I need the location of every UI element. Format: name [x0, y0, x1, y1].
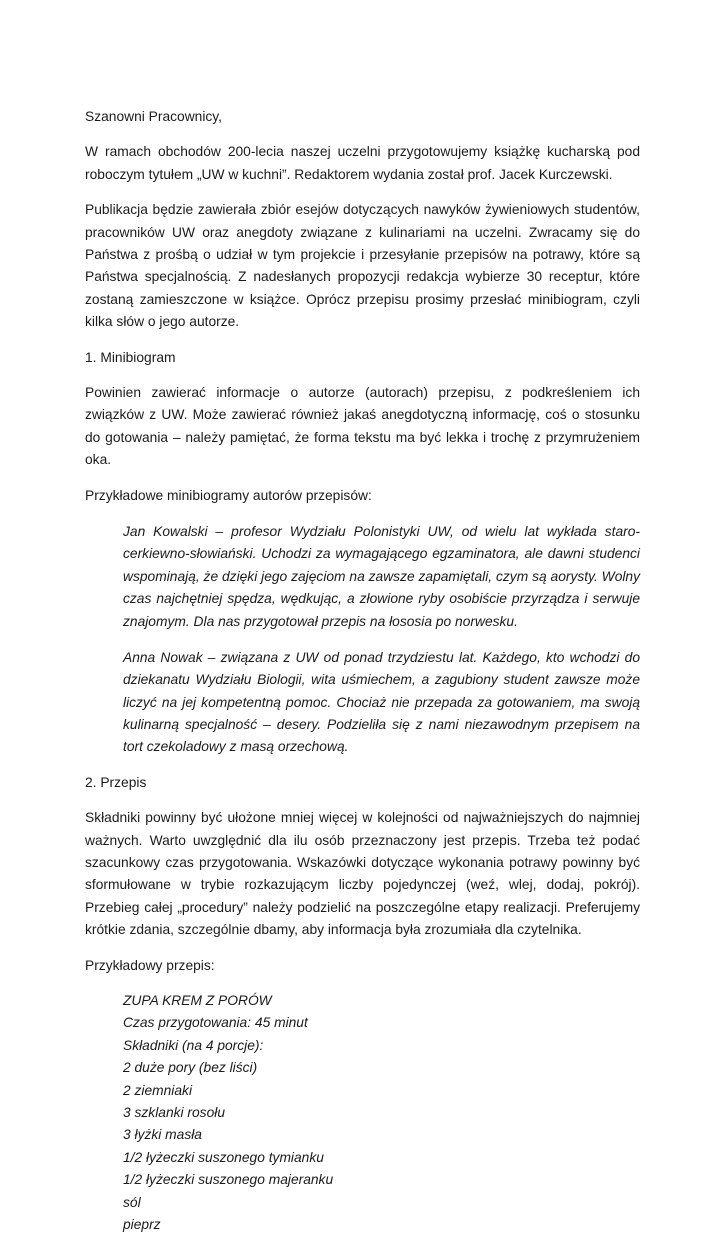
section-2-body: Składniki powinny być ułożone mniej więcej w kolejności od najważniejszych do najmniej ważnych. Warto uwzględnić dla ilu osób przeznaczony jest przepis. Trzeba też podać szacunkowy czas przygotowania. Wskazówki dotyczące wykonania potrawy powinny być sformułowane w trybie rozkazującym liczby pojedynczej (weź, wlej, dodaj, pokrój). Przebieg całej „procedury” należy podzielić na poszczególne etapy realizacji. Preferujemy krótkie zdania, szczególnie dbamy, aby informacja była zrozumiała dla czytelnika.: [85, 810, 640, 938]
recipe-ingredient: 2 duże pory (bez liści): [123, 1060, 258, 1076]
examples-intro: Przykładowe minibiogramy autorów przepisów:: [85, 487, 372, 503]
recipe-title: ZUPA KREM Z PORÓW: [123, 993, 272, 1008]
recipe-ingredient: sól: [123, 1194, 141, 1210]
recipe-ingredient: 3 szklanki rosołu: [123, 1105, 225, 1121]
salutation: Szanowni Pracownicy,: [85, 109, 223, 124]
section-1-body: Powinien zawierać informacje o autorze (autorach) przepisu, z podkreśleniem ich związków z UW. Może zawierać również jakaś anegdotyczną informację, coś o stosunku do gotowania – należy pamiętać, że forma tekstu ma być lekka i trochę z przymrużeniem oka.: [85, 385, 640, 468]
recipe-ingredient: 2 ziemniaki: [123, 1082, 193, 1098]
recipe-ingredients-heading: Składniki (na 4 porcje):: [123, 1037, 264, 1053]
recipe-ingredient: 3 łyżki masła: [123, 1127, 202, 1143]
recipe-ingredient: 1/2 łyżeczki suszonego majeranku: [123, 1172, 334, 1188]
biogram-example-2: Anna Nowak – związana z UW od ponad trzydziestu lat. Każdego, kto wchodzi do dziekanatu Wydziału Biologii, wita uśmiechem, a zagubiony student zawsze może liczyć na jej kompetentną pomoc. Chociaż nie przepada za gotowaniem, ma swoją kulinarną specjalność – desery. Podzieliła się z nami niezawodnym przepisem na tort czekoladowy z masą orzechową.: [123, 649, 640, 755]
intro-paragraph-2: Publikacja będzie zawierała zbiór esejów dotyczących nawyków żywieniowych studentów, pracowników UW oraz anegdoty związane z kulinariami na uczelni. Zwracamy się do Państwa z prośbą o udział w tym projekcie i przesyłanie przepisów na potrawy, które są Państwa specjalnością. Z nadesłanych propozycji redakcja wybierze 30 receptur, które zostaną zamieszczone w książce. Oprócz przepisu prosimy przesłać minibiogram, czyli kilka słów o jego autorze.: [85, 202, 640, 330]
recipe-intro: Przykładowy przepis:: [85, 957, 215, 973]
section-2-heading: 2. Przepis: [85, 774, 147, 790]
recipe-example: [123, 990, 640, 1236]
recipe-ingredient: pieprz: [123, 1217, 161, 1233]
section-1-heading: 1. Minibiogram: [85, 349, 176, 365]
recipe-prep-time: Czas przygotowania: 45 minut: [123, 1015, 308, 1031]
recipe-ingredient: 1/2 łyżeczki suszonego tymianku: [123, 1149, 324, 1165]
biogram-example-1: Jan Kowalski – profesor Wydziału Polonistyki UW, od wielu lat wykłada staro-cerkiewno-słowiański. Uchodzi za wymagającego egzaminatora, ale dawni studenci wspominają, że dzięki jego zajęciom na zawsze zapamiętali, czym są aorysty. Wolny czas najchętniej spędza, wędkując, a złowione ryby osobiście przyrządza i serwuje znajomym. Dla nas przygotował przepis na łososia po norwesku.: [123, 523, 640, 629]
intro-paragraph-1: W ramach obchodów 200-lecia naszej uczelni przygotowujemy książkę kucharską pod roboczym tytułem „UW w kuchni”. Redaktorem wydania został prof. Jacek Kurczewski.: [85, 144, 640, 182]
